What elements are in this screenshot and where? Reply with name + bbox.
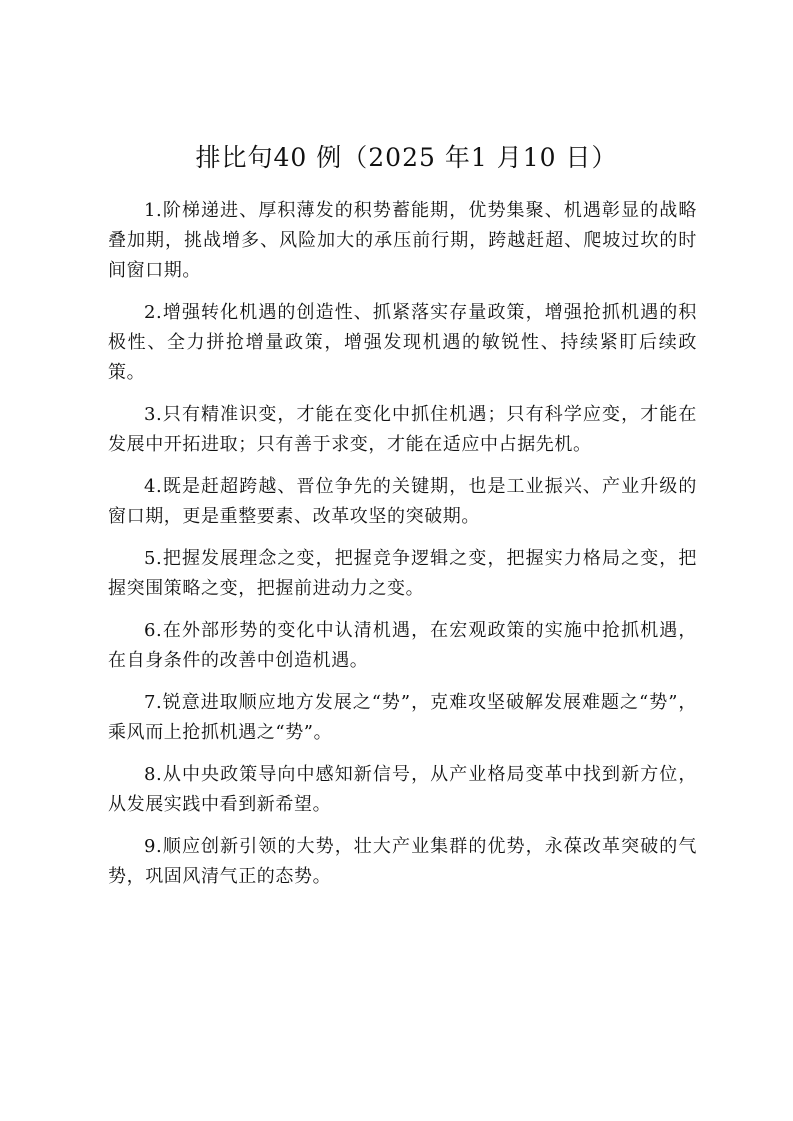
list-item: 4.既是赶超跨越、晋位争先的关键期，也是工业振兴、产业升级的窗口期，更是重整要素、改革攻坚的突破期。 <box>108 476 697 527</box>
list-item: 2.增强转化机遇的创造性、抓紧落实存量政策，增强抢抓机遇的积极性、全力拼抢增量政策，增强发现机遇的敏锐性、持续紧盯后续政策。 <box>108 302 697 383</box>
list-item: 1.阶梯递进、厚积薄发的积势蓄能期，优势集聚、机遇彰显的战略叠加期，挑战增多、风险加大的承压前行期，跨越赶超、爬坡过坎的时间窗口期。 <box>108 200 697 281</box>
list-item: 7.锐意进取顺应地方发展之“势”，克难攻坚破解发展难题之“势”，乘风而上抢抓机遇之“势”。 <box>108 692 697 743</box>
list-item: 3.只有精准识变，才能在变化中抓住机遇；只有科学应变，才能在发展中开拓进取；只有善于求变，才能在适应中占据先机。 <box>108 404 697 455</box>
list-item: 9.顺应创新引领的大势，壮大产业集群的优势，永葆改革突破的气势，巩固风清气正的态势。 <box>108 836 697 887</box>
list-item: 5.把握发展理念之变，把握竞争逻辑之变，把握实力格局之变，把握突围策略之变，把握前进动力之变。 <box>108 548 697 599</box>
list-item: 8.从中央政策导向中感知新信号，从产业格局变革中找到新方位，从发展实践中看到新希望。 <box>108 764 697 815</box>
list-item: 6.在外部形势的变化中认清机遇，在宏观政策的实施中抢抓机遇，在自身条件的改善中创造机遇。 <box>108 620 697 671</box>
document-title: 排比句40 例（2025 年1 月10 日） <box>195 143 618 172</box>
sentence-list <box>108 196 697 892</box>
